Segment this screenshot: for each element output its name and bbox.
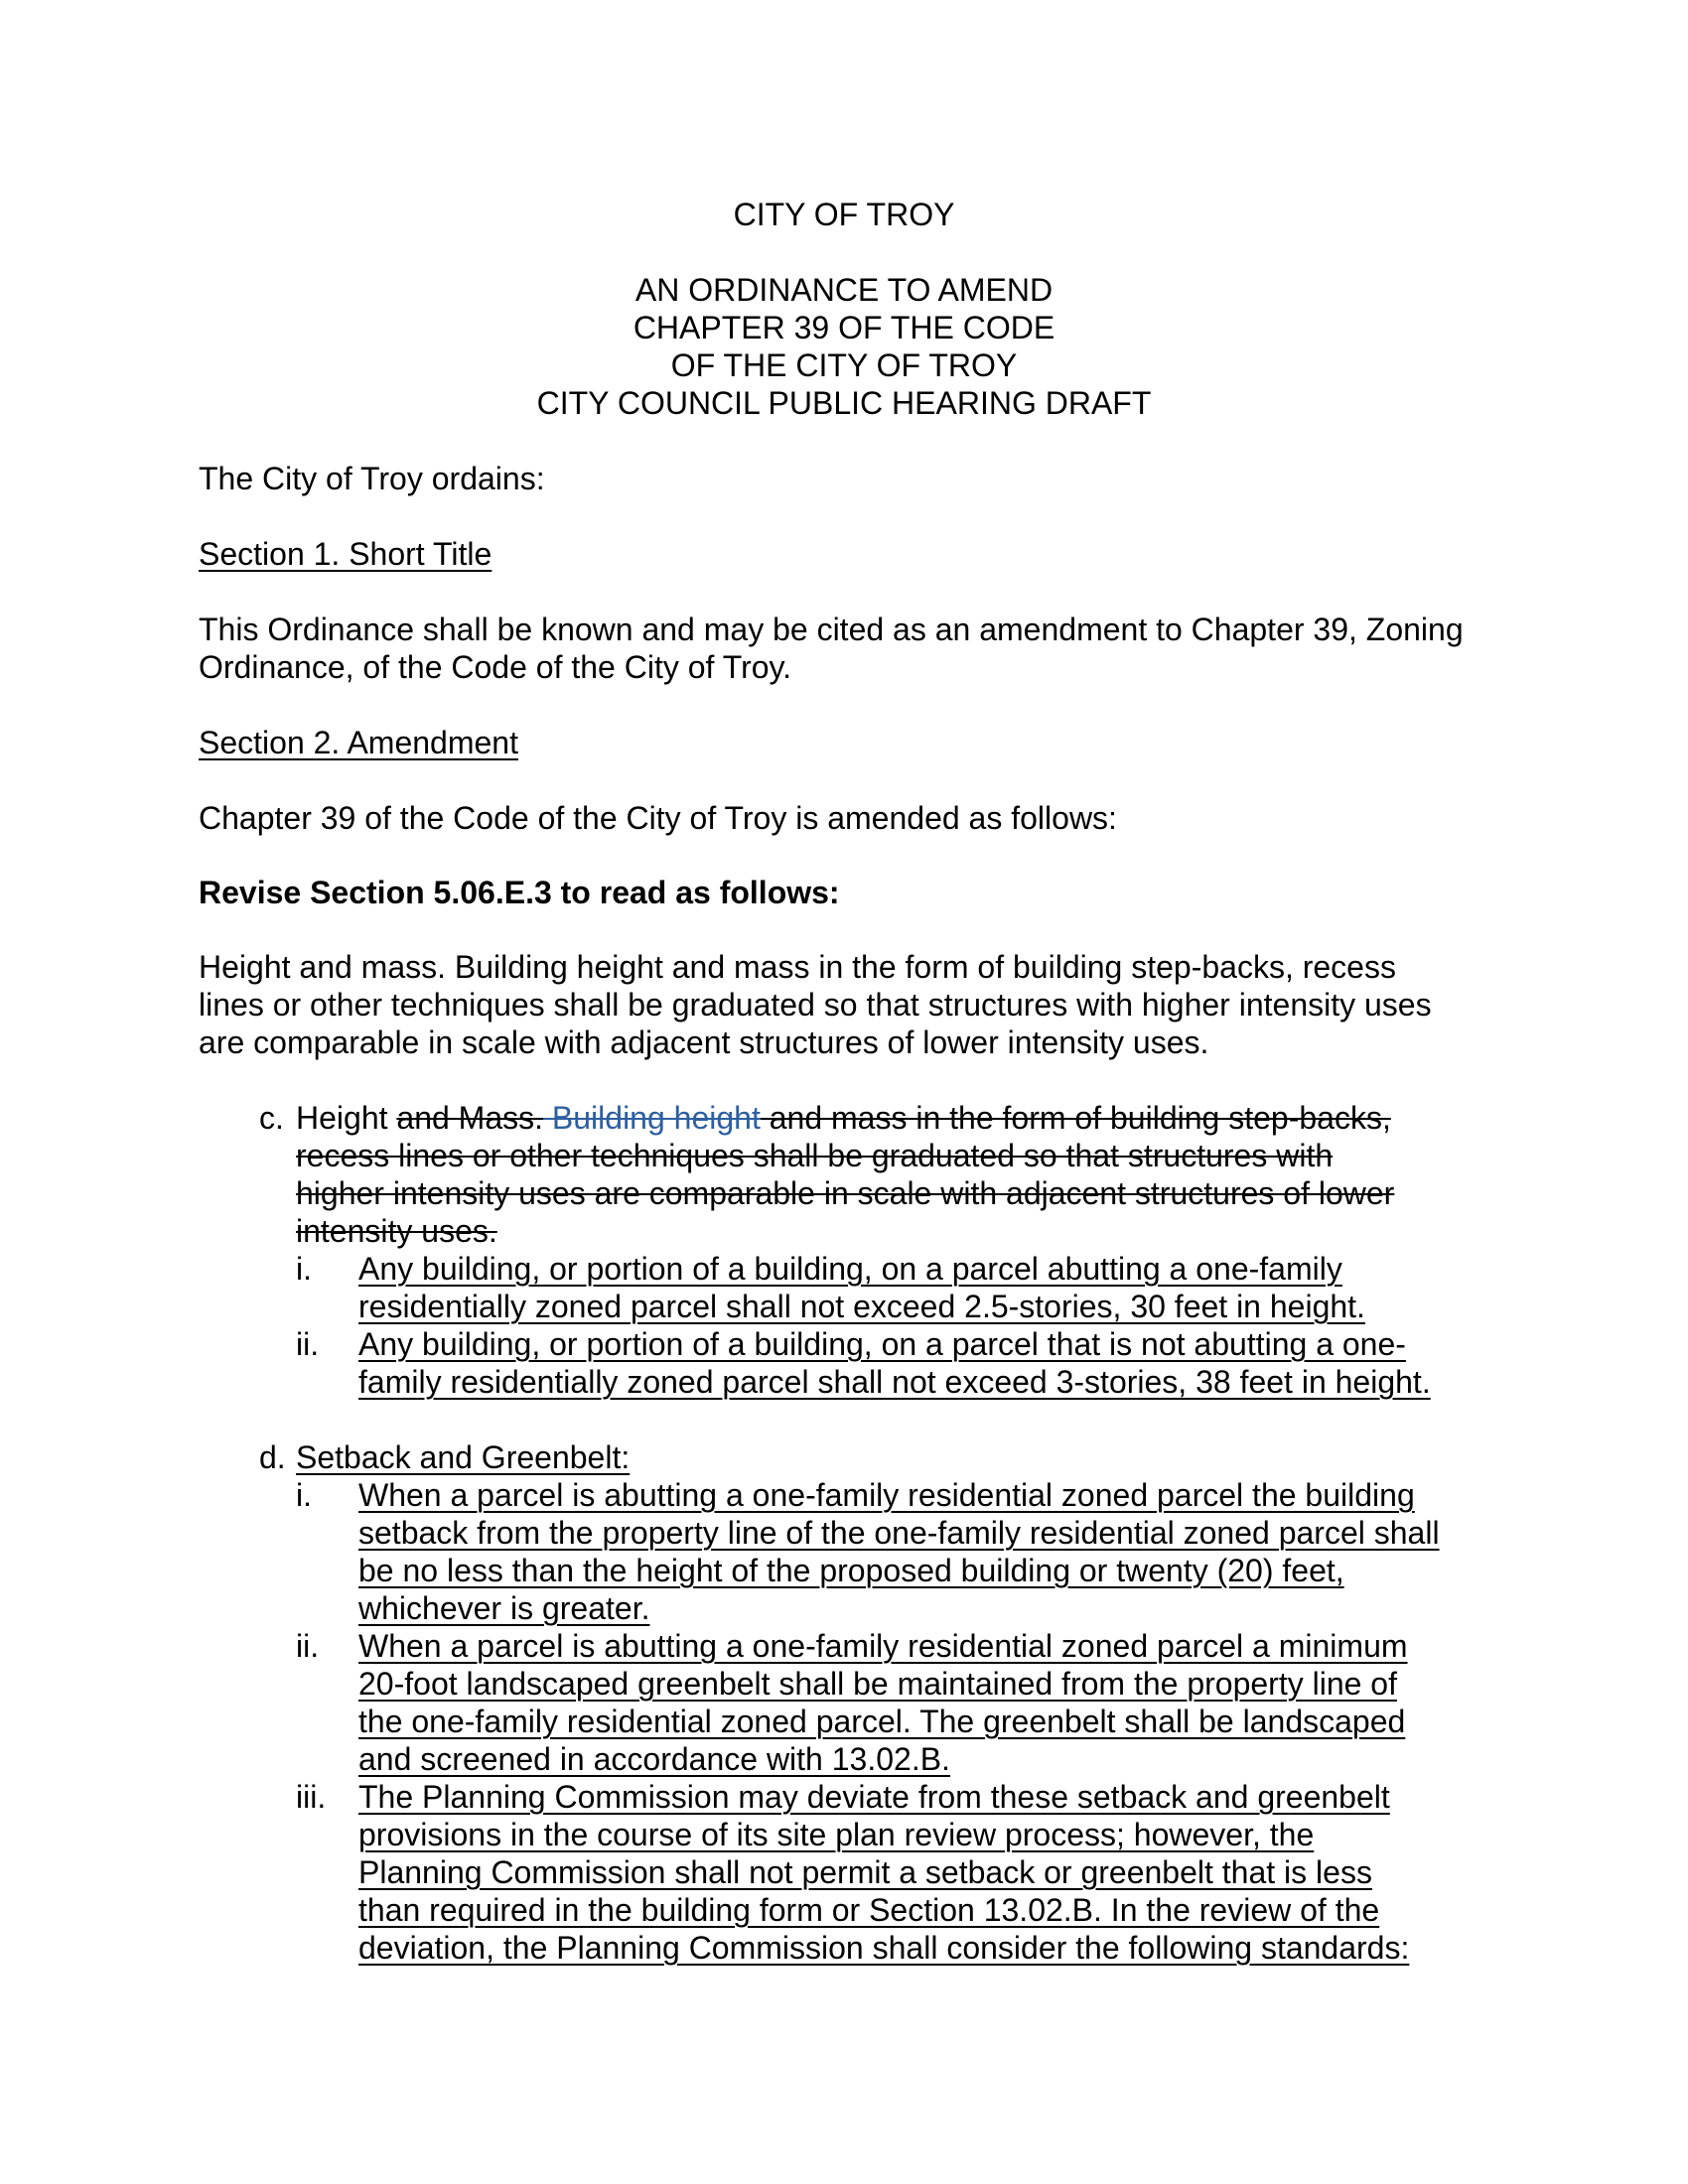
section1-body-line: This Ordinance shall be known and may be cited as an amendment to Chapter 39, Zoning bbox=[199, 612, 1464, 647]
height-paragraph-line: are comparable in scale with adjacent structures of lower intensity uses. bbox=[199, 1024, 1209, 1060]
section2-heading: Section 2. Amendment bbox=[199, 725, 518, 760]
item-c-i-marker: i. bbox=[296, 1251, 312, 1287]
title-line: AN ORDINANCE TO AMEND bbox=[634, 272, 1054, 308]
section2-body: Chapter 39 of the Code of the City of Troy is amended as follows: bbox=[199, 800, 1117, 836]
item-d-ii-line: When a parcel is abutting a one-family residential zoned parcel a minimum bbox=[358, 1628, 1408, 1664]
revise-heading: Revise Section 5.06.E.3 to read as follows: bbox=[199, 875, 840, 910]
item-d-ii-line: the one-family residential zoned parcel. The greenbelt shall be landscaped bbox=[358, 1704, 1406, 1739]
item-d-iii-line: than required in the building form or Section 13.02.B. In the review of the bbox=[358, 1892, 1380, 1928]
title-line: CHAPTER 39 OF THE CODE bbox=[633, 310, 1055, 345]
item-c-i-line: Any building, or portion of a building, on a parcel abutting a one-family bbox=[358, 1251, 1342, 1287]
item-c-kept: Height bbox=[296, 1100, 388, 1136]
item-d-iii-line: Planning Commission shall not permit a setback or greenbelt that is less bbox=[358, 1854, 1372, 1890]
item-d-ii-line: and screened in accordance with 13.02.B. bbox=[358, 1741, 950, 1777]
item-d-i-marker: i. bbox=[296, 1477, 312, 1513]
title-line: OF THE CITY OF TROY bbox=[670, 347, 1018, 383]
item-d-i-line: whichever is greater. bbox=[358, 1590, 650, 1626]
item-c-deleted-line: recess lines or other techniques shall be graduated so that structures with bbox=[296, 1138, 1334, 1173]
height-paragraph-line: Height and mass. Building height and mass in the form of building step-backs, recess bbox=[199, 949, 1396, 985]
intro-text: The City of Troy ordains: bbox=[199, 461, 545, 496]
item-d-iii-line: The Planning Commission may deviate from these setback and greenbelt bbox=[358, 1779, 1390, 1815]
item-c-marker: c. bbox=[259, 1100, 284, 1136]
section1-heading: Section 1. Short Title bbox=[199, 536, 492, 572]
item-d-iii-line: provisions in the course of its site plan review process; however, the bbox=[358, 1817, 1315, 1852]
item-c-deleted-text: and Mass. bbox=[396, 1100, 544, 1136]
item-c-deleted-line: higher intensity uses are comparable in scale with adjacent structures of lower bbox=[296, 1175, 1395, 1211]
item-c-ii-line: Any building, or portion of a building, on a parcel that is not abutting a one- bbox=[358, 1326, 1406, 1362]
item-c-deleted-text: and mass in the form of building step-backs, bbox=[760, 1100, 1391, 1136]
item-d-ii-marker: ii. bbox=[296, 1628, 320, 1664]
item-c-deleted-line: intensity uses. bbox=[296, 1213, 497, 1249]
title-line: CITY COUNCIL PUBLIC HEARING DRAFT bbox=[536, 385, 1152, 421]
item-c-ii-marker: ii. bbox=[296, 1326, 320, 1362]
city-title: CITY OF TROY bbox=[733, 197, 955, 232]
item-c-inserted-text: Building height bbox=[543, 1100, 761, 1136]
item-d-i-line: setback from the property line of the one-family residential zoned parcel shall bbox=[358, 1515, 1440, 1551]
item-d-i-line: be no less than the height of the proposed building or twenty (20) feet, bbox=[358, 1553, 1344, 1588]
item-d-iii-line: deviation, the Planning Commission shall consider the following standards: bbox=[358, 1930, 1410, 1966]
item-d-iii-marker: iii. bbox=[296, 1779, 327, 1815]
item-d-marker: d. bbox=[259, 1439, 286, 1475]
height-paragraph-line: lines or other techniques shall be graduated so that structures with higher intensity uses bbox=[199, 987, 1432, 1023]
item-d-i-line: When a parcel is abutting a one-family residential zoned parcel the building bbox=[358, 1477, 1415, 1513]
section1-body-line: Ordinance, of the Code of the City of Troy. bbox=[199, 649, 792, 685]
item-c-ii-line: family residentially zoned parcel shall not exceed 3-stories, 38 feet in height. bbox=[358, 1364, 1431, 1400]
item-c-first-line bbox=[296, 1099, 1391, 1137]
item-c-i-line: residentially zoned parcel shall not exceed 2.5-stories, 30 feet in height. bbox=[358, 1289, 1365, 1324]
item-d-ii-line: 20-foot landscaped greenbelt shall be maintained from the property line of bbox=[358, 1666, 1397, 1702]
item-d-heading: Setback and Greenbelt: bbox=[296, 1439, 631, 1475]
